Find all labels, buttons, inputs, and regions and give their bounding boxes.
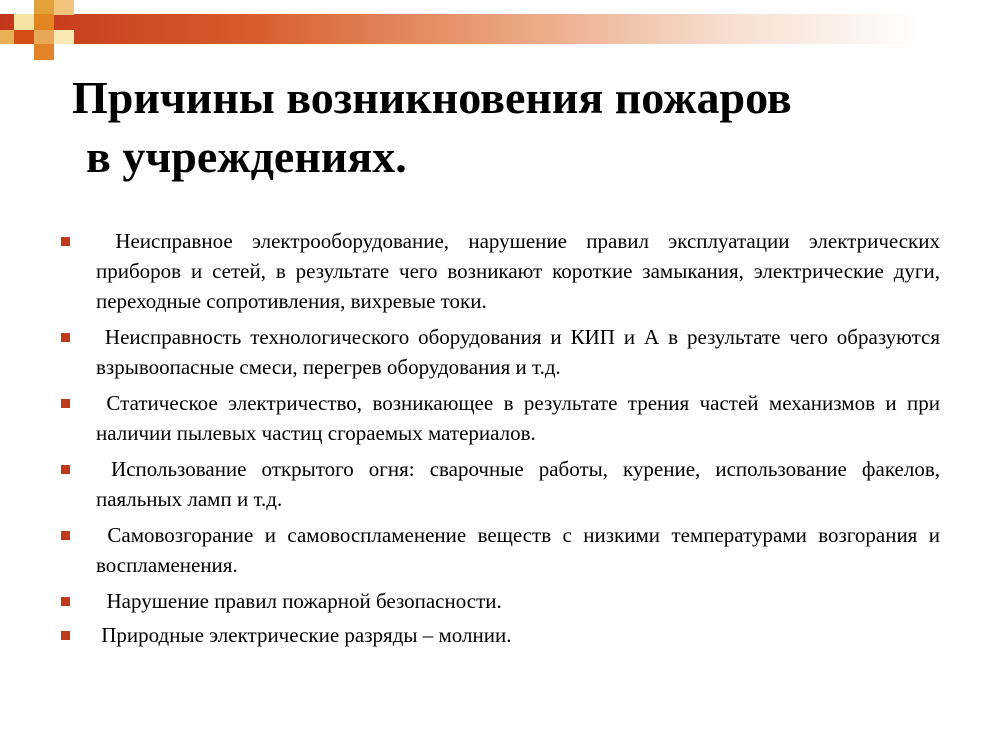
bullet-text: Нарушение правил пожарной безопасности. xyxy=(96,589,502,613)
list-item xyxy=(58,322,940,382)
square-bullet-icon xyxy=(61,237,70,246)
decorative-square xyxy=(14,30,34,44)
slide-title-line-1: Причины возникновения пожаров xyxy=(72,72,792,123)
decorative-square xyxy=(0,30,14,44)
list-item xyxy=(58,454,940,514)
list-item xyxy=(58,620,940,650)
bullet-text: Неисправность технологического оборудования и КИП и А в результате чего образуются взрывоопасные смеси, перегрев оборудования и т.д. xyxy=(96,325,940,379)
decorative-square xyxy=(14,14,34,30)
square-bullet-icon xyxy=(61,597,70,606)
list-item xyxy=(58,586,940,616)
bullet-text: Природные электрические разряды – молнии. xyxy=(96,623,512,647)
bullet-text: Использование открытого огня: сварочные работы, курение, использование факелов, паяльных ламп и т.д. xyxy=(96,457,940,511)
list-item xyxy=(58,520,940,580)
square-bullet-icon xyxy=(61,631,70,640)
slide-title xyxy=(72,68,972,186)
bullet-text: Самовозгорание и самовоспламенение веществ с низкими температурами возгорания и воспламенения. xyxy=(96,523,940,577)
bullet-list xyxy=(58,226,940,654)
bullet-text: Статическое электричество, возникающее в результате трения частей механизмов и при наличии пылевых частиц сгораемых материалов. xyxy=(96,391,940,445)
header-gradient-bar xyxy=(0,14,999,44)
bullet-text: Неисправное электрооборудование, нарушение правил эксплуатации электрических приборов и сетей, в результате чего возникают короткие замыкания, электрические дуги, переходные сопротивления, вихревые токи. xyxy=(96,229,940,313)
square-bullet-icon xyxy=(61,465,70,474)
decorative-square xyxy=(34,14,54,30)
decorative-square xyxy=(34,30,54,44)
list-item xyxy=(58,226,940,316)
decorative-square xyxy=(34,44,54,60)
square-bullet-icon xyxy=(61,531,70,540)
slide-title-line-2: в учреждениях. xyxy=(86,131,407,182)
list-item xyxy=(58,388,940,448)
decorative-square xyxy=(54,0,74,15)
square-bullet-icon xyxy=(61,399,70,408)
decorative-square xyxy=(54,30,74,44)
square-bullet-icon xyxy=(61,333,70,342)
decorative-square xyxy=(34,0,54,15)
